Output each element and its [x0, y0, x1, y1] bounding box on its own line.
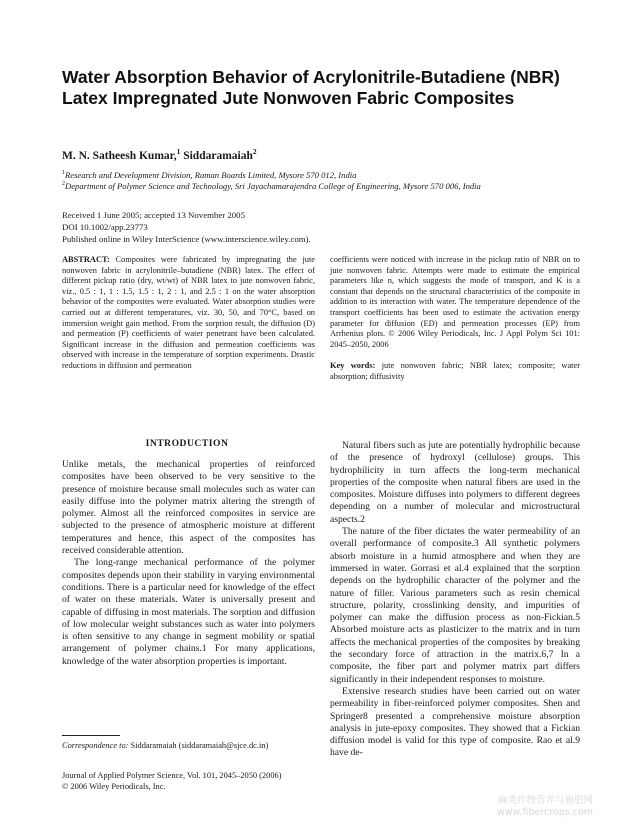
correspondence-text: Siddaramaiah (siddaramaiah@sjce.dc.in)	[130, 741, 269, 750]
abstract-text: Composites were fabricated by impregnating the jute nonwoven fabric in acrylonitrile–butadiene (NBR) latex. The effect of different pickup ratio (dry, wt/wt) of NBR latex to jute nonwoven fabric, viz., 0.5 : 1, 1 : 1.5, 1.5 : 1, 2 : 1, and 2.5 : 1 on the water absorption behavior of the composites were evaluated. Water absorption studies were carried out at different temperatures, viz. 30, 50, and 70°C, based on immersion weight gain method. From the sorption result, the diffusion (D) and permeation (P) coefficients of water penetrant have been calculated. Significant increase in the diffusion and permeation coefficients was observed with increase in the temperature of sorption experiments. Drastic reductions in diffusion and permeation	[62, 255, 316, 370]
keywords-label: Key words:	[330, 361, 376, 371]
correspondence-label: Correspondence to:	[62, 741, 129, 750]
author-sup: 1	[176, 147, 181, 157]
keywords	[330, 361, 580, 382]
body-left-column	[62, 459, 315, 668]
affiliation-text: Department of Polymer Science and Technology, Sri Jayachamarajendra College of Engineering, Mysore 570 006, India	[65, 181, 481, 191]
received-line: Received 1 June 2005; accepted 13 November 2005	[62, 210, 245, 220]
paragraph: Natural fibers such as jute are potentially hydrophilic because of the presence of hydroxyl (cellulose) groups. This hydrophilicity in turn affects the long-term mechanical properties of the composite when natural fibers are used in the composites. Moisture diffuses into polymers to different degrees depending on a number of molecular and microstructural aspects.2	[330, 440, 580, 525]
paper-title: Water Absorption Behavior of Acrylonitrile-Butadiene (NBR) Latex Impregnated Jute Nonwoven Fabric Composites	[62, 67, 560, 108]
affiliation-text: Research and Development Division, Raman Boards Limited, Mysore 570 012, India	[65, 170, 357, 180]
author-name: Siddaramaiah	[183, 150, 253, 162]
affiliation	[62, 170, 592, 181]
paragraph: Unlike metals, the mechanical properties of reinforced composites have been observed to be very sensitive to the presence of moisture because small molecules such as water can easily diffuse into the polymer matrix altering the strength of polymer. Almost all the reinforced composites in service are subjected to the presence of atmospheric moisture at different temperatures and hence, this aspect of the composites has received considerable attention.	[62, 459, 315, 557]
paragraph: The long-range mechanical performance of the polymer composites depends upon their stability in varying environmental conditions. There is a particular need for knowledge of the effect of water on these materials. Water is universally present and capable of diffusing in most materials. The sorption and diffusion of low molecular weight substances such as water into polymers is often sensitive to any change in segment mobility or spatial arrangement of polymer chains.1 For many applications, knowledge of the water absorption properties is important.	[62, 557, 315, 667]
abstract-left	[62, 255, 315, 372]
watermark	[497, 795, 593, 819]
author-line	[62, 147, 257, 162]
abstract-right	[330, 255, 580, 383]
watermark-line: 麻类作物营养与施肥网	[498, 795, 594, 806]
published-line: Published online in Wiley InterScience (www.interscience.wiley.com).	[62, 234, 311, 244]
watermark-line: www.fibercrops.com	[497, 807, 594, 818]
paragraph: Extensive research studies have been carried out on water permeability in fiber-reinforced polymer composites. Shen and Springer8 presented a comprehensive moisture absorption analysis in jute-epoxy composites. They showed that a Fickian diffusion model is valid for this type of composite. Rao et al.9 have de-	[330, 685, 580, 759]
footnote-rule	[62, 735, 120, 736]
author-sup: 2	[252, 147, 257, 157]
copyright-line: © 2006 Wiley Periodicals, Inc.	[62, 782, 166, 791]
affiliation-sup: 1	[62, 170, 65, 177]
correspondence	[62, 740, 315, 751]
journal-info	[62, 770, 322, 792]
journal-line: Journal of Applied Polymer Science, Vol. 101, 2045–2050 (2006)	[62, 771, 282, 780]
affiliation	[62, 181, 592, 192]
abstract-label: ABSTRACT:	[62, 255, 110, 264]
author-name: M. N. Satheesh Kumar,	[62, 150, 177, 162]
doi-line: DOI 10.1002/app.23773	[62, 222, 148, 232]
affiliation-sup: 2	[62, 181, 65, 188]
abstract-text: coefficients were noticed with increase in the pickup ratio of NBR on to jute nonwoven fabric. Attempts were made to estimate the empirical parameters like n, which suggests the mode of transport, and K is a constant that depends on the structural characteristics of the composite in addition to its interaction with water. The temperature dependence of the transport coefficients has been used to estimate the activation energy parameter for diffusion (ED) and permeation processes (EP) from Arrhenius plots. © 2006 Wiley Periodicals, Inc. J Appl Polym Sci 101: 2045–2050, 2006	[330, 255, 580, 349]
section-heading: INTRODUCTION	[145, 438, 229, 449]
publication-dates	[62, 209, 311, 245]
keywords-text: jute nonwoven fabric; NBR latex; composite; water absorption; diffusivity	[330, 361, 581, 381]
body-right-column	[330, 440, 580, 760]
paragraph: The nature of the fiber dictates the water permeability of an overall performance of composite.3 All synthetic polymers absorb moisture in a humid atmosphere and when they are immersed in water. Gorrasi et al.4 explained that the sorption depends on the hydrophilic character of the polymer and the nature of filler. Various parameters such as resin chemical structure, polarity, crosslinking density, and impurities of polymer can make the diffusion process as non-Fickian.5 Absorbed moisture acts as plasticizer to the matrix and in turn affects the mechanical properties of the composites by breaking the secondary force of attraction in the matrix.6,7 In a composite, the fiber part and polymer matrix part differs significantly in their independent responses to moisture.	[330, 526, 580, 685]
